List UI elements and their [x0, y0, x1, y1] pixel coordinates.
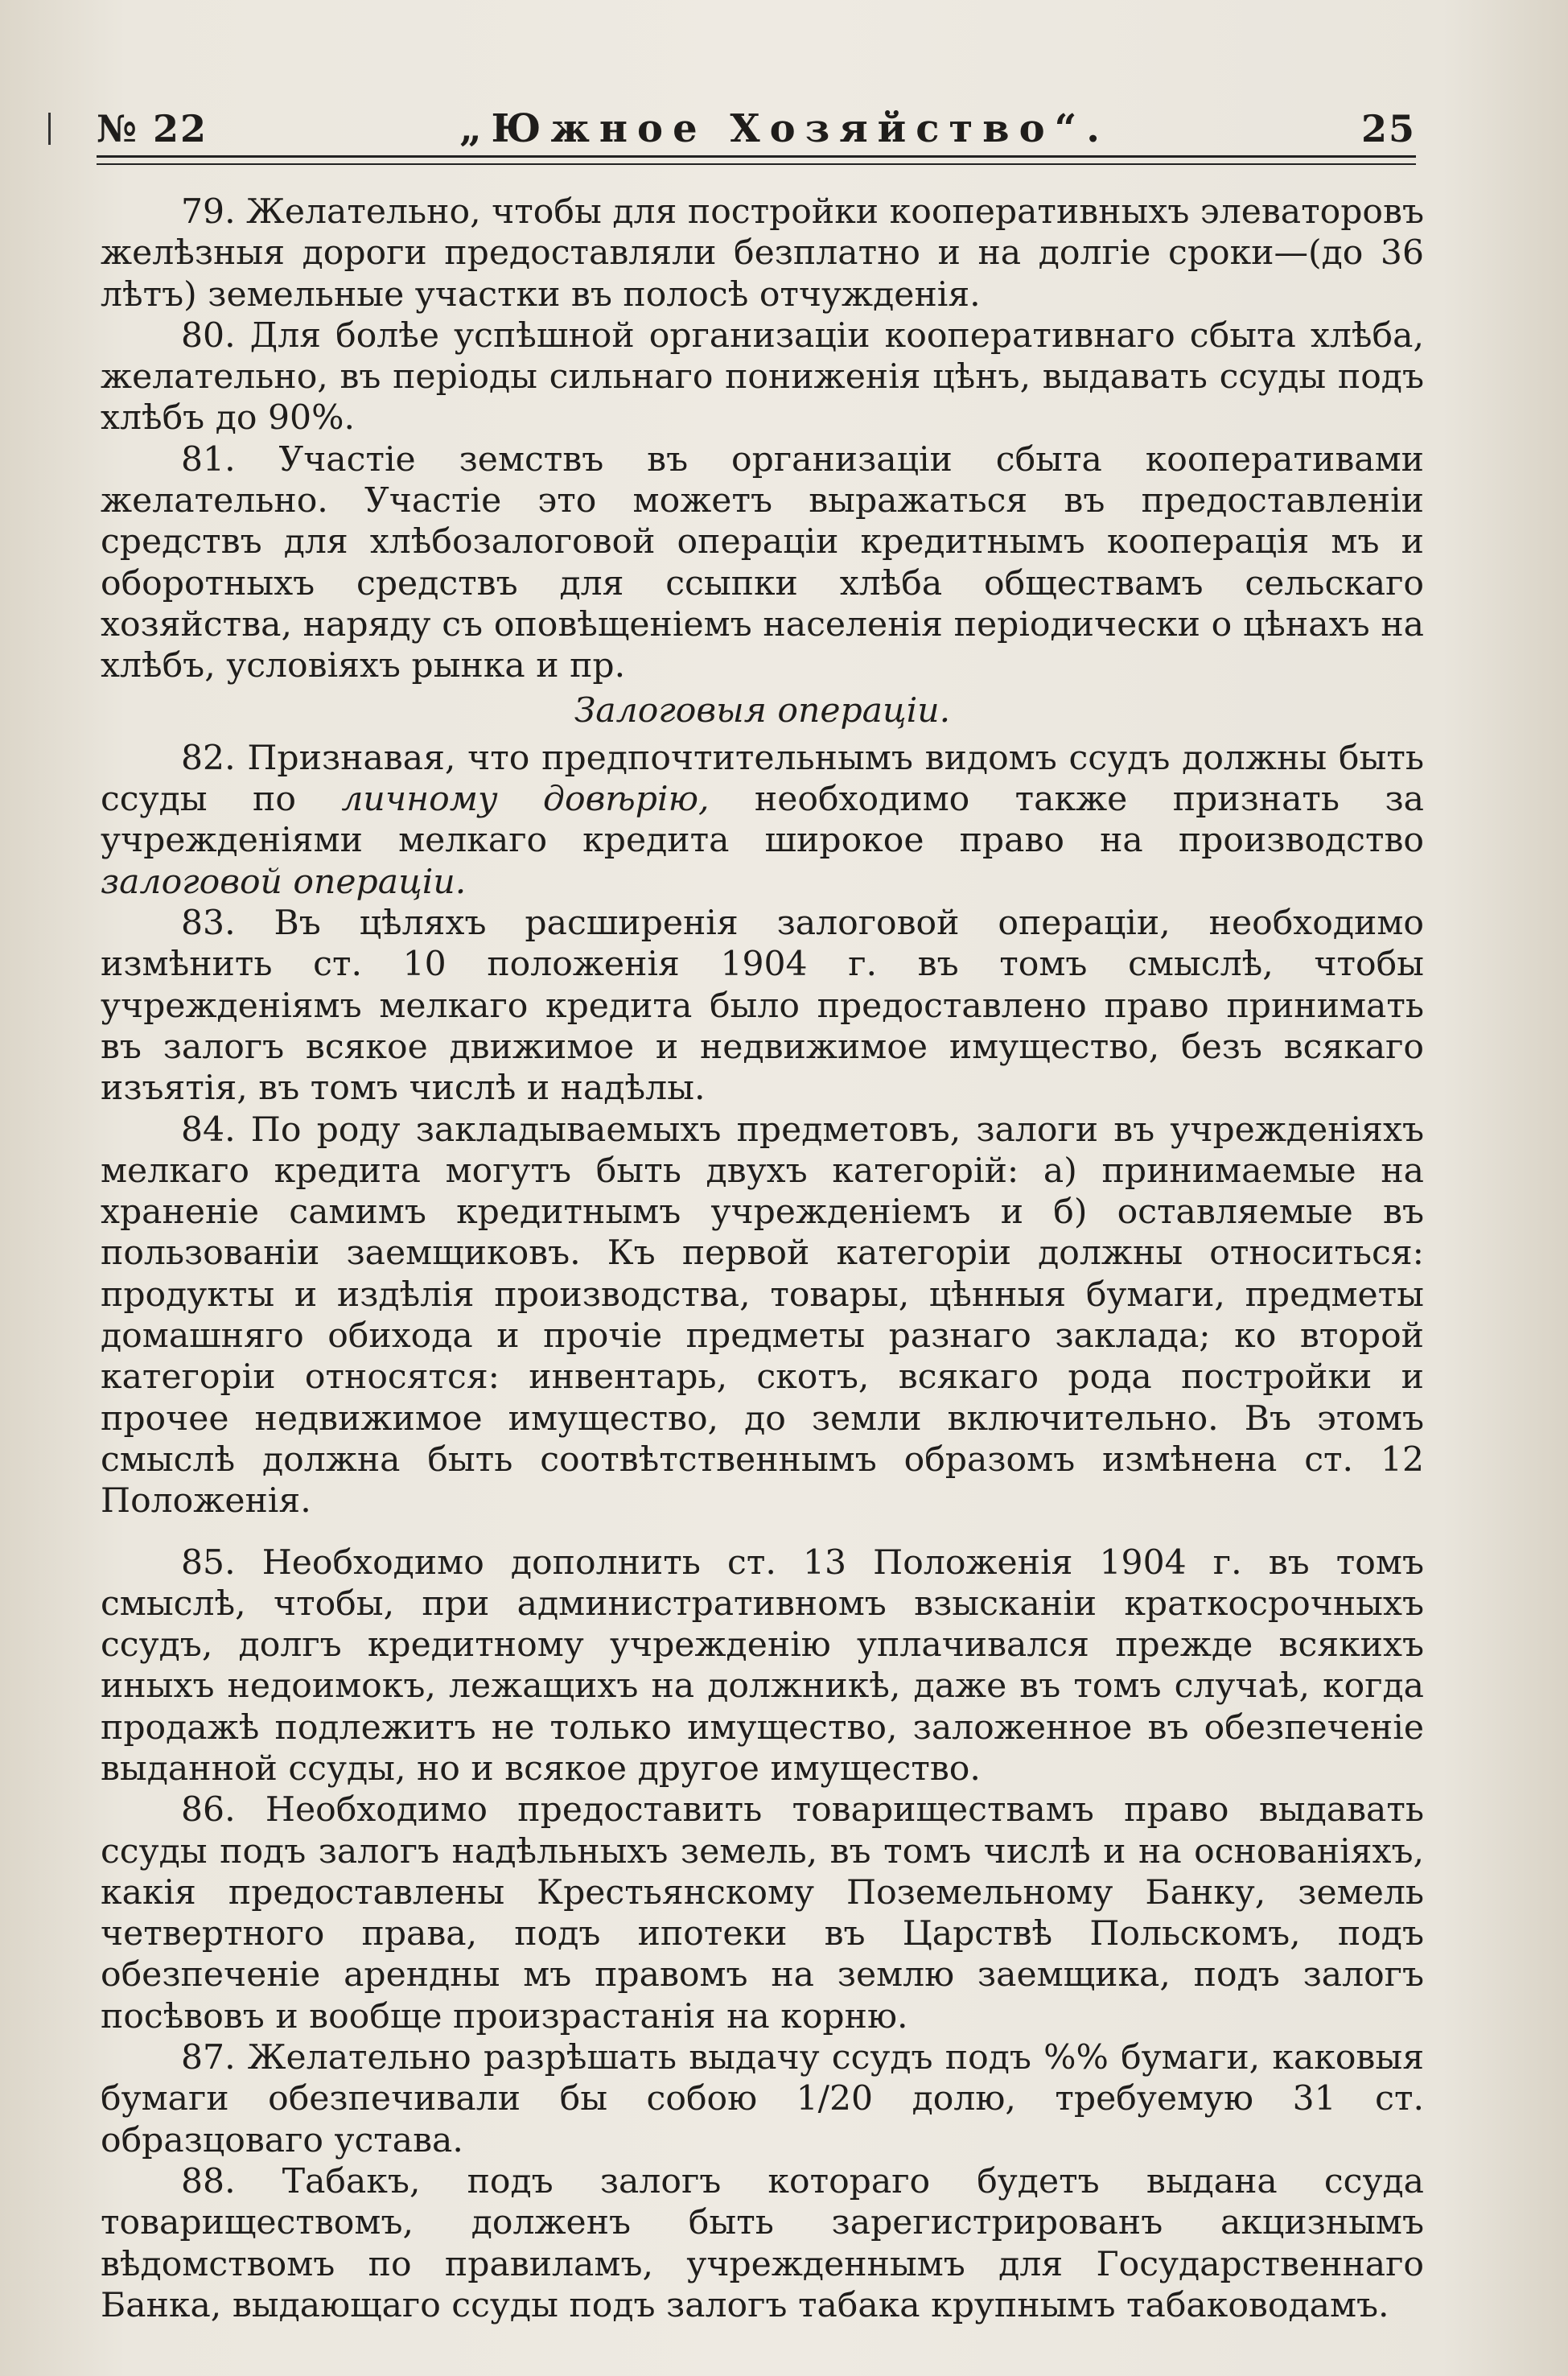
running-header	[97, 97, 1416, 161]
page-number: 25	[1360, 107, 1416, 150]
paragraph-82-emphasis-a: личному довѣрію,	[341, 780, 710, 820]
journal-title: „Южное Хозяйство“.	[459, 106, 1109, 151]
paragraph-87: 87. Желательно разрѣшать выдачу ссудъ подъ %% бумаги, каковыя бумаги обезпечивали бы собою 1/20 долю, требуемую 31 ст. образцоваго устава.	[101, 2038, 1424, 2160]
issue-number: № 22	[97, 107, 208, 150]
paragraph-88: 88. Табакъ, подъ залогъ котораго будетъ выдана ссуда товариществомъ, долженъ быть зарегистрированъ акцизнымъ вѣдомствомъ по правиламъ, учрежденнымъ для Государственнаго Банка, выдающаго ссуды подъ залогъ табака крупнымъ табаководамъ.	[101, 2161, 1424, 2325]
margin-mark	[48, 113, 51, 145]
paragraph-82-text-b: необходимо также признать за учрежденіями мелкаго кредита широкое право на производство	[101, 780, 1424, 861]
paragraph-82-text-a: 82. Признавая, что предпочтительнымъ видомъ ссудъ должны быть ссуды по	[101, 738, 1424, 820]
paragraph-79: 79. Желательно, чтобы для постройки кооперативныхъ элеваторовъ желѣзныя дороги предоставляли безплатно и на долгіе сроки—(до 36 лѣтъ) земельные участки въ полосѣ отчужденія.	[101, 192, 1424, 315]
paragraph-83: 83. Въ цѣляхъ расширенія залоговой операціи, необходимо измѣнить ст. 10 положенія 1904 г. въ томъ смыслѣ, чтобы учрежденіямъ мелкаго кредита было предоставлено право принимать въ залогъ всякое движимое и недвижимое имущество, безъ всякаго изъятія, въ томъ числѣ и надѣлы.	[101, 904, 1424, 1109]
paragraph-80: 80. Для болѣе успѣшной организаціи кооперативнаго сбыта хлѣба, желательно, въ періоды сильнаго пониженія цѣнъ, выдавать ссуды подъ хлѣбъ до 90%.	[101, 315, 1424, 439]
header-rule-top	[97, 155, 1416, 158]
paragraph-85: 85. Необходимо дополнить ст. 13 Положенія 1904 г. въ томъ смыслѣ, чтобы, при административномъ взысканіи краткосрочныхъ ссудъ, долгъ кредитному учрежденію уплачивался прежде всякихъ иныхъ недоимокъ, лежащихъ на должникѣ, даже въ томъ случаѣ, когда продажѣ подлежитъ не только имущество, заложенное въ обезпеченіе выданной ссуды, но и всякое другое имущество.	[101, 1542, 1424, 1789]
paragraph-82-emphasis-b: залоговой операціи.	[101, 862, 467, 902]
paragraph-82	[101, 738, 1424, 903]
body-text	[101, 191, 1424, 2326]
paragraph-81: 81. Участіе земствъ въ организаціи сбыта кооперативами желательно. Участіе это можетъ выражаться въ предоставленіи средствъ для хлѣбозалоговой операціи кредитнымъ кооперація мъ и оборотныхъ средствъ для ссыпки хлѣба обществамъ сельскаго хозяйства, наряду съ оповѣщеніемъ населенія періодически о цѣнахъ на хлѣбъ, условіяхъ рынка и пр.	[101, 439, 1424, 686]
paragraph-84: 84. По роду закладываемыхъ предметовъ, залоги въ учрежденіяхъ мелкаго кредита могутъ быть двухъ категорій: а) принимаемые на храненіе самимъ кредитнымъ учрежденіемъ и б) оставляемые въ пользованіи заемщиковъ. Къ первой категоріи должны относиться: продукты и издѣлія производства, товары, цѣнныя бумаги, предметы домашняго обихода и прочіе предметы разнаго заклада; ко второй категоріи относятся: инвентарь, скотъ, всякаго рода постройки и прочее недвижимое имущество, до земли включительно. Въ этомъ смыслѣ должна быть соотвѣтственнымъ образомъ измѣнена ст. 12 Положенія.	[101, 1110, 1424, 1522]
paragraph-86: 86. Необходимо предоставить товариществамъ право выдавать ссуды подъ залогъ надѣльныхъ земель, въ томъ числѣ и на основаніяхъ, какія предоставлены Крестьянскому Поземельному Банку, земель четвертного права, подъ ипотеки въ Царствѣ Польскомъ, подъ обезпеченіе арендны мъ правомъ на землю заемщика, подъ залогъ посѣвовъ и вообще произрастанія на корню.	[101, 1790, 1424, 2036]
header-rule-bottom	[97, 163, 1416, 165]
section-heading: Залоговыя операціи.	[574, 690, 951, 731]
